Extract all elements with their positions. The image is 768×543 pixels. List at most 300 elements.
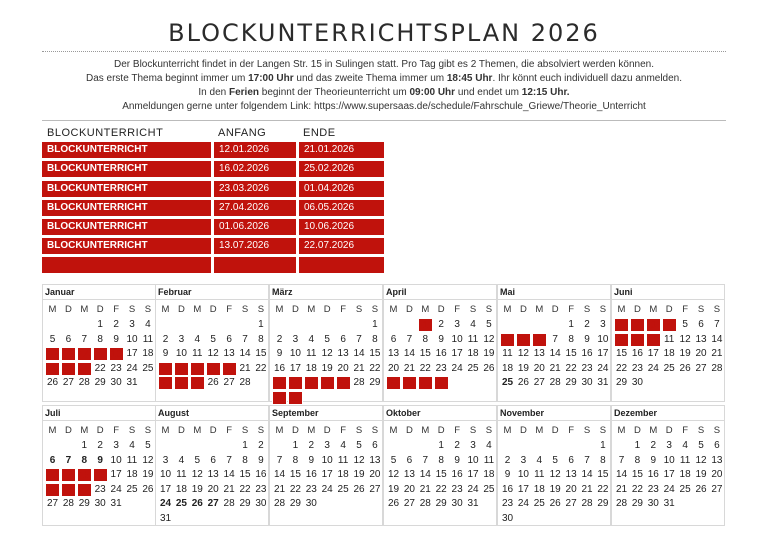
calendar-day: 23: [631, 362, 643, 374]
calendar-day: 1: [418, 318, 433, 332]
weekday-header: S: [128, 304, 136, 315]
calendar-day: 6: [698, 319, 704, 330]
block-course-cell: BLOCKUNTERRICHT: [42, 181, 211, 197]
calendar-day: 2: [454, 440, 460, 451]
calendar-day: 2: [258, 440, 264, 451]
calendar-day: 25: [663, 362, 675, 374]
intro-text: [42, 58, 726, 114]
calendar-day: 26: [679, 362, 691, 374]
calendar-day: 5: [194, 454, 201, 466]
calendar-day: 26: [321, 378, 333, 390]
weekday-header: F: [113, 304, 119, 315]
calendar-day: 28: [353, 377, 365, 389]
calendar-day: 18: [467, 348, 479, 360]
intro-divider: [42, 120, 726, 121]
calendar-day: 21: [581, 483, 593, 495]
weekday-header: M: [275, 425, 284, 436]
weekday-header: D: [64, 304, 72, 315]
calendar-day: 23: [435, 362, 447, 374]
calendar-day: 18: [483, 469, 495, 481]
calendar-day: 4: [129, 440, 135, 451]
calendar-day: 15: [631, 469, 643, 481]
calendar-day: 28: [419, 498, 431, 510]
calendar-day: 21: [549, 362, 561, 374]
calendar-day: 19: [321, 362, 333, 374]
calendar-day: 5: [516, 333, 531, 347]
month-name: August: [156, 406, 268, 420]
block-course-cell: BLOCKUNTERRICHT: [42, 161, 211, 177]
block-start-cell: 16.02.2026: [214, 161, 296, 177]
calendar-day: 3: [600, 319, 606, 330]
calendar-day: 27: [711, 483, 723, 495]
weekday-header: M: [421, 425, 430, 436]
calendar-day: 19: [549, 483, 561, 495]
calendar-day: 20: [337, 362, 349, 374]
calendar-day: 18: [191, 363, 203, 375]
calendar-day: 14: [581, 469, 593, 481]
calendar-day: 12: [695, 454, 707, 466]
weekday-header: M: [617, 425, 626, 436]
calendar-day: 16: [631, 348, 643, 360]
block-course-cell: [42, 257, 211, 273]
calendar-day: 1: [292, 440, 299, 451]
calendar-day: 13: [223, 348, 235, 360]
block-course-cell: BLOCKUNTERRICHT: [42, 238, 211, 254]
calendar-day: 31: [126, 377, 138, 389]
block-end-cell: 21.01.2026: [299, 142, 384, 158]
calendar-day: 5: [210, 333, 216, 345]
calendar-day: 17: [647, 348, 659, 360]
calendar-day: 17: [126, 348, 138, 360]
month-november: [497, 405, 611, 526]
calendar-day: 25: [337, 483, 349, 495]
calendar-day: 4: [486, 440, 492, 451]
calendar-day: 14: [549, 348, 561, 360]
calendar-day: 21: [239, 362, 251, 374]
calendar-day: 20: [533, 362, 545, 374]
calendar-day: 22: [78, 484, 90, 496]
weekday-header: M: [421, 304, 430, 315]
calendar-day: 2: [504, 454, 511, 466]
calendar-day: 24: [321, 483, 333, 495]
calendar-day: 23: [255, 483, 267, 495]
month-oktober: [383, 405, 497, 526]
calendar-day: 27: [369, 483, 381, 495]
calendar-day: 29: [565, 377, 577, 389]
calendar-day: 22: [597, 483, 609, 495]
calendar-day: 30: [255, 498, 267, 510]
calendar-day: 21: [353, 362, 365, 374]
calendar-day: 29: [78, 498, 90, 510]
calendar-day: 21: [615, 483, 628, 495]
calendar-day: 10: [663, 454, 675, 466]
month-juli: [42, 405, 156, 526]
calendar-day: 24: [126, 362, 138, 374]
calendar-day: 26: [46, 377, 59, 389]
calendar-day: 18: [175, 483, 187, 495]
intro-line-2: Das erste Thema beginnt immer um 17:00 Uhr und das zweite Thema immer um 18:45 Uhr. Ihr könnt euch individuell dazu anmelden.: [85, 73, 683, 84]
calendar-day: 27: [223, 377, 235, 389]
calendar-day: 29: [597, 498, 609, 510]
calendar-day: 12: [191, 469, 203, 481]
calendar-day: 13: [369, 454, 381, 466]
calendar-day: 12: [142, 454, 154, 466]
calendar-day: 17: [451, 348, 463, 360]
calendar-day: 18: [533, 483, 545, 495]
block-start-cell: 23.03.2026: [214, 181, 296, 197]
calendar-day: 7: [584, 454, 590, 466]
calendar-day: 8: [614, 333, 629, 347]
block-start-cell: 13.07.2026: [214, 238, 296, 254]
month-september: [269, 405, 383, 526]
weekday-header: D: [209, 304, 217, 315]
weekday-header: S: [144, 425, 152, 436]
calendar-day: 20: [565, 483, 577, 495]
calendar-day: 19: [207, 363, 219, 375]
calendar-day: 26: [207, 377, 219, 389]
calendar-day: 21: [273, 483, 286, 495]
calendar-day: 18: [663, 348, 675, 360]
calendar-day: 8: [81, 454, 88, 466]
calendar-day: 9: [162, 348, 169, 360]
calendar-day: 6: [532, 333, 547, 347]
calendar-day: 24: [159, 498, 172, 510]
calendar-day: 7: [406, 333, 413, 345]
calendar-day: 24: [289, 378, 301, 390]
calendar-day: 24: [597, 362, 609, 374]
month-märz: [269, 284, 383, 402]
calendar-day: 1: [81, 440, 88, 451]
calendar-day: 20: [369, 469, 381, 481]
calendar-day: 5: [145, 440, 151, 451]
calendar-day: 11: [176, 469, 187, 481]
calendar-day: 19: [387, 483, 400, 495]
calendar-day: 1: [634, 440, 641, 451]
calendar-day: 11: [337, 454, 349, 466]
month-name: März: [270, 285, 382, 299]
weekday-header: S: [469, 425, 477, 436]
calendar-day: 6: [210, 454, 216, 466]
calendar-day: 7: [552, 333, 558, 345]
calendar-day: 16: [451, 469, 463, 481]
calendar-day: 11: [192, 348, 203, 360]
block-end-cell: [299, 257, 384, 273]
calendar-day: 2: [630, 318, 645, 332]
calendar-day: 20: [695, 348, 707, 360]
calendar-day: 6: [65, 333, 72, 345]
calendar-day: 23: [581, 362, 593, 374]
calendar-day: 30: [451, 498, 463, 510]
weekday-header: D: [437, 425, 445, 436]
month-name: September: [270, 406, 382, 420]
calendar-day: 17: [321, 469, 333, 481]
calendar-day: 1: [568, 319, 574, 330]
weekday-header: M: [535, 304, 544, 315]
calendar-day: 7: [226, 454, 232, 466]
calendar-day: 12: [353, 454, 365, 466]
weekday-header: S: [371, 425, 379, 436]
calendar-day: 26: [353, 483, 365, 495]
weekday-header: S: [257, 425, 265, 436]
calendar-day: 12: [549, 469, 561, 481]
calendar-day: 30: [305, 498, 317, 510]
calendar-day: 1: [600, 440, 606, 451]
intro-line-3: In den Ferien beginnt der Theorieunterricht um 09:00 Uhr und endet um 12:15 Uhr.: [198, 87, 570, 98]
calendar-day: 15: [94, 349, 106, 361]
calendar-day: 26: [191, 498, 203, 510]
calendar-day: 3: [162, 454, 169, 466]
calendar-day: 27: [565, 498, 577, 510]
weekday-header: S: [697, 304, 705, 315]
calendar-day: 10: [110, 454, 122, 466]
calendar-day: 12: [207, 348, 219, 360]
calendar-day: 14: [419, 469, 431, 481]
calendar-day: 5: [552, 454, 558, 466]
weekday-header: S: [583, 425, 591, 436]
calendar-day: 29: [631, 498, 643, 510]
calendar-day: 4: [662, 318, 677, 332]
calendar-day: 14: [78, 349, 90, 361]
calendar-day: 20: [46, 484, 59, 496]
calendar-day: 23: [501, 498, 514, 510]
calendar-day: 3: [324, 440, 330, 451]
calendar-day: 28: [403, 378, 415, 390]
calendar-day: 9: [584, 333, 590, 345]
calendar-day: 30: [94, 498, 106, 510]
calendar-day: 6: [226, 333, 232, 345]
weekday-header: M: [161, 304, 170, 315]
calendar-day: 27: [46, 498, 59, 510]
block-header-course: BLOCKUNTERRICHT: [47, 127, 164, 139]
calendar-day: 14: [223, 469, 235, 481]
calendar-day: 30: [501, 513, 514, 524]
calendar-day: 12: [679, 333, 691, 345]
calendar-day: 11: [467, 333, 479, 345]
calendar-day: 20: [403, 483, 415, 495]
calendar-day: 13: [711, 454, 723, 466]
calendar-day: 10: [126, 333, 138, 345]
calendar-day: 11: [142, 333, 154, 345]
calendar-day: 11: [483, 454, 495, 466]
calendar-day: 13: [46, 470, 59, 482]
title-divider: [42, 51, 726, 52]
calendar-day: 22: [94, 362, 106, 374]
calendar-day: 6: [714, 440, 720, 451]
calendar-day: 13: [337, 348, 349, 360]
calendar-day: 26: [549, 498, 561, 510]
calendar-day: 19: [695, 469, 707, 481]
calendar-day: 10: [321, 454, 333, 466]
calendar-day: 7: [618, 454, 625, 466]
calendar-day: 22: [239, 483, 251, 495]
calendar-day: 19: [517, 362, 529, 374]
calendar-day: 25: [533, 498, 545, 510]
calendar-day: 15: [435, 469, 447, 481]
weekday-header: D: [633, 425, 641, 436]
weekday-header: S: [241, 304, 249, 315]
calendar-day: 16: [94, 470, 106, 482]
calendar-day: 24: [663, 483, 675, 495]
intro-line-1: Der Blockunterricht findet in der Langen Str. 15 in Sulingen statt. Pro Tag gibt es 2 Themen, die absolviert werden können.: [114, 59, 654, 70]
calendar-day: 5: [682, 319, 688, 330]
calendar-day: 8: [242, 454, 248, 466]
calendar-day: 5: [390, 454, 397, 466]
calendar-day: 9: [97, 454, 103, 466]
calendar-day: 15: [419, 348, 431, 360]
calendar-day: 29: [615, 377, 628, 389]
calendar-day: 23: [305, 483, 317, 495]
weekday-header: D: [405, 304, 413, 315]
calendar-day: 25: [483, 483, 495, 495]
weekday-header: M: [503, 304, 512, 315]
weekday-header: F: [682, 425, 688, 436]
calendar-day: 20: [62, 363, 74, 375]
calendar-day: 16: [581, 348, 593, 360]
calendar-day: 12: [387, 469, 400, 481]
calendar-day: 4: [145, 319, 151, 330]
calendar-day: 18: [126, 469, 138, 481]
weekday-header: S: [355, 425, 363, 436]
calendar-day: 8: [568, 333, 574, 345]
calendar-day: 23: [451, 483, 463, 495]
calendar-day: 25: [191, 378, 203, 390]
weekday-header: D: [323, 304, 331, 315]
calendar-day: 15: [78, 470, 90, 482]
calendar-day: 12: [321, 348, 333, 360]
calendar-day: 15: [369, 348, 381, 360]
calendar-day: 27: [533, 377, 545, 389]
calendar-day: 13: [62, 349, 74, 361]
block-start-cell: 27.04.2026: [214, 200, 296, 216]
month-name: Mai: [498, 285, 610, 299]
calendar-day: 28: [549, 377, 561, 389]
calendar-day: 22: [289, 483, 301, 495]
calendar-day: 6: [340, 333, 346, 345]
calendar-day: 26: [387, 498, 400, 510]
calendar-day: 9: [276, 348, 283, 360]
calendar-day: 2: [650, 440, 657, 451]
month-januar: [42, 284, 156, 402]
calendar-day: 3: [470, 440, 476, 451]
calendar-day: 29: [289, 498, 301, 510]
calendar-day: 2: [438, 319, 444, 330]
calendar-day: 26: [483, 362, 495, 374]
calendar-day: 20: [207, 483, 219, 495]
calendar-day: 16: [159, 363, 172, 375]
month-august: [155, 405, 269, 526]
calendar-day: 31: [159, 513, 172, 524]
calendar-day: 2: [97, 440, 103, 451]
calendar-day: 9: [504, 469, 511, 481]
calendar-day: 10: [175, 348, 187, 360]
weekday-header: M: [649, 304, 658, 315]
calendar-day: 12: [46, 349, 59, 361]
calendar-day: 17: [159, 483, 172, 495]
calendar-day: 13: [533, 348, 545, 360]
weekday-header: D: [519, 304, 527, 315]
calendar-day: 7: [276, 454, 283, 466]
calendar-day: 27: [387, 378, 400, 390]
calendar-day: 17: [289, 362, 301, 374]
calendar-day: 14: [273, 469, 286, 481]
weekday-header: D: [519, 425, 527, 436]
calendar-day: 9: [438, 333, 444, 345]
calendar-day: 21: [78, 363, 90, 375]
calendar-day: 23: [159, 378, 172, 390]
calendar-day: 30: [110, 377, 122, 389]
calendar-day: 25: [175, 498, 187, 510]
calendar-day: 18: [501, 362, 514, 374]
calendar-day: 5: [356, 440, 362, 451]
calendar-day: 9: [630, 333, 645, 347]
calendar-day: 3: [113, 440, 119, 451]
calendar-day: 30: [631, 377, 643, 389]
calendar-day: 10: [289, 348, 301, 360]
calendar-day: 30: [581, 377, 593, 389]
registration-link[interactable]: Anmeldungen gerne unter folgendem Link: https://www.supersaas.de/schedule/Fahrschule_Griewe/Theorie_Unterricht: [122, 101, 646, 112]
calendar-day: 4: [340, 440, 346, 451]
weekday-header: M: [389, 304, 398, 315]
calendar-day: 13: [403, 469, 415, 481]
weekday-header: D: [96, 425, 104, 436]
calendar-day: 10: [467, 454, 479, 466]
weekday-header: D: [209, 425, 217, 436]
calendar-day: 7: [422, 454, 429, 466]
calendar-day: 14: [615, 469, 628, 481]
calendar-day: 8: [258, 333, 264, 345]
calendar-day: 7: [65, 454, 72, 466]
calendar-day: 7: [714, 319, 720, 330]
calendar-day: 28: [273, 498, 286, 510]
calendar-day: 11: [534, 469, 545, 481]
weekday-header: F: [454, 425, 460, 436]
weekday-header: S: [485, 304, 493, 315]
calendar-day: 20: [711, 469, 723, 481]
weekday-header: M: [389, 425, 398, 436]
weekday-header: S: [371, 304, 379, 315]
month-dezember: [611, 405, 725, 526]
calendar-day: 4: [308, 333, 315, 345]
calendar-day: 21: [711, 348, 723, 360]
calendar-day: 16: [647, 469, 659, 481]
calendar-day: 19: [483, 348, 495, 360]
calendar-day: 2: [162, 333, 169, 345]
calendar-day: 17: [517, 483, 529, 495]
calendar-day: 4: [682, 440, 688, 451]
calendar-day: 27: [695, 362, 707, 374]
calendar-day: 11: [126, 454, 138, 466]
calendar-day: 11: [502, 348, 513, 360]
weekday-header: D: [633, 304, 641, 315]
weekday-header: D: [551, 304, 559, 315]
calendar-day: 19: [191, 483, 203, 495]
calendar-day: 14: [62, 470, 74, 482]
calendar-day: 21: [62, 484, 74, 496]
calendar-day: 8: [372, 333, 378, 345]
calendar-day: 5: [698, 440, 704, 451]
calendar-day: 22: [255, 362, 267, 374]
calendar-day: 1: [372, 319, 378, 330]
weekday-header: F: [226, 425, 232, 436]
calendar-day: 22: [615, 362, 628, 374]
weekday-header: D: [551, 425, 559, 436]
calendar-day: 24: [110, 483, 122, 495]
calendar-day: 1: [242, 440, 248, 451]
calendar-day: 2: [584, 319, 590, 330]
calendar-day: 20: [223, 363, 235, 375]
calendar-day: 22: [419, 362, 431, 374]
calendar-day: 8: [97, 333, 103, 345]
